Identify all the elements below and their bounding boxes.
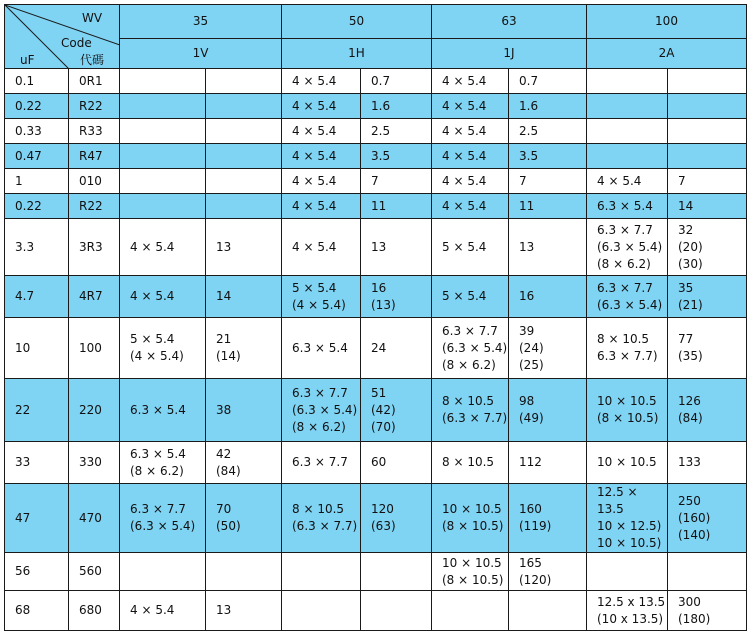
cell-line: (6.3 × 5.4) bbox=[597, 239, 663, 254]
case-size-cell bbox=[432, 318, 509, 379]
cell-line: (24) bbox=[519, 340, 544, 355]
cell-line: 6.3 × 7.7 bbox=[292, 385, 348, 400]
voltage-header: 35 bbox=[120, 5, 282, 39]
cell-line: (6.3 × 5.4) bbox=[130, 519, 196, 533]
cell-line: (4 × 5.4) bbox=[130, 349, 184, 363]
cell-line: 112 bbox=[519, 455, 542, 469]
capacitance-cell: 3.3 bbox=[5, 219, 69, 276]
cell-line: 4 × 5.4 bbox=[292, 239, 337, 254]
wv-label: WV bbox=[82, 11, 103, 25]
cell-line: (14) bbox=[216, 349, 241, 363]
case-size-cell bbox=[120, 169, 206, 194]
code-cell: R22 bbox=[69, 94, 120, 119]
cell-line: (84) bbox=[216, 463, 241, 478]
cell-line: 4 × 5.4 bbox=[292, 198, 337, 213]
code-cell: 560 bbox=[69, 553, 120, 591]
ripple-current-cell bbox=[668, 119, 747, 144]
cell-line: 4 × 5.4 bbox=[292, 73, 337, 88]
cell-line: (6.3 × 5.4) bbox=[442, 340, 508, 355]
case-size-cell bbox=[432, 194, 509, 219]
cell-line: 11 bbox=[519, 198, 535, 213]
table-row bbox=[5, 194, 747, 219]
code-cell: 4R7 bbox=[69, 276, 120, 318]
cell-line: 98 bbox=[519, 394, 535, 408]
cell-line: 10 × 10.5 bbox=[597, 455, 657, 469]
code-cell: R47 bbox=[69, 144, 120, 169]
case-size-cell bbox=[432, 484, 509, 553]
cell-line: 1.6 bbox=[371, 98, 391, 113]
cell-line: 4 × 5.4 bbox=[130, 289, 175, 303]
case-size-cell bbox=[432, 144, 509, 169]
capacitance-cell: 0.47 bbox=[5, 144, 69, 169]
ripple-current-cell bbox=[509, 484, 587, 553]
ripple-current-cell bbox=[206, 194, 282, 219]
code-cell: R33 bbox=[69, 119, 120, 144]
table-row bbox=[5, 219, 747, 276]
code-cell: 470 bbox=[69, 484, 120, 553]
cell-line: 7 bbox=[519, 173, 527, 188]
cell-line: 42 bbox=[216, 446, 232, 461]
cell-line: 4 × 5.4 bbox=[292, 98, 337, 113]
cell-line: (119) bbox=[519, 519, 552, 533]
cell-line: 4 × 5.4 bbox=[292, 148, 337, 163]
ripple-current-cell bbox=[361, 219, 432, 276]
code-cn-label: 代碼 bbox=[80, 53, 105, 67]
ripple-current-cell bbox=[361, 318, 432, 379]
cell-line: (25) bbox=[519, 357, 544, 372]
ripple-current-cell bbox=[668, 144, 747, 169]
code-cell: 100 bbox=[69, 318, 120, 379]
ripple-current-cell bbox=[668, 591, 747, 631]
cell-line: 77 bbox=[678, 332, 694, 346]
cell-line: 4 × 5.4 bbox=[442, 173, 487, 188]
cell-line: 250 bbox=[678, 493, 701, 508]
case-size-cell bbox=[282, 119, 361, 144]
ripple-current-cell bbox=[509, 379, 587, 442]
case-size-cell bbox=[587, 276, 668, 318]
cell-line: (20) bbox=[678, 239, 703, 254]
cell-line: 160 bbox=[519, 502, 542, 516]
cell-line: 60 bbox=[371, 455, 387, 469]
table-row bbox=[5, 591, 747, 631]
cell-line: (8 × 6.2) bbox=[442, 357, 496, 372]
table-row bbox=[5, 276, 747, 318]
voltage-header: 100 bbox=[587, 5, 747, 39]
voltage-header: 50 bbox=[282, 5, 432, 39]
capacitance-cell: 4.7 bbox=[5, 276, 69, 318]
cell-line: 2.5 bbox=[519, 123, 539, 138]
ripple-current-cell bbox=[206, 553, 282, 591]
cell-line: 24 bbox=[371, 340, 387, 355]
case-size-cell bbox=[432, 553, 509, 591]
capacitance-cell: 68 bbox=[5, 591, 69, 631]
case-size-cell bbox=[587, 119, 668, 144]
table-row bbox=[5, 318, 747, 379]
case-size-cell bbox=[120, 119, 206, 144]
case-size-cell bbox=[120, 553, 206, 591]
ripple-current-cell bbox=[668, 553, 747, 591]
code-cell: 3R3 bbox=[69, 219, 120, 276]
ripple-current-cell bbox=[206, 94, 282, 119]
ripple-current-cell bbox=[206, 144, 282, 169]
cell-line: 4 × 5.4 bbox=[442, 148, 487, 163]
cell-line: 10 × 10.5 bbox=[442, 502, 502, 516]
cell-line: 39 bbox=[519, 323, 535, 338]
ripple-current-cell bbox=[361, 144, 432, 169]
cell-line: 6.3 × 7.7) bbox=[597, 349, 658, 363]
voltage-code-header: 1H bbox=[282, 39, 432, 69]
uf-label: uF bbox=[20, 53, 35, 67]
table-row bbox=[5, 442, 747, 484]
case-size-cell bbox=[282, 144, 361, 169]
cell-line: 0.7 bbox=[519, 73, 539, 88]
cell-line: (35) bbox=[678, 349, 703, 363]
cell-line: (6.3 × 7.7) bbox=[442, 411, 508, 425]
header-corner bbox=[5, 5, 120, 69]
cell-line: 8 × 10.5 bbox=[597, 332, 650, 346]
case-size-cell bbox=[587, 194, 668, 219]
case-size-cell bbox=[120, 591, 206, 631]
case-size-cell bbox=[282, 219, 361, 276]
cell-line: 14 bbox=[216, 289, 232, 303]
cell-line: 12.5 x 13.5 bbox=[597, 594, 666, 609]
code-cell: 330 bbox=[69, 442, 120, 484]
cell-line: 16 bbox=[519, 289, 535, 303]
cell-line: (84) bbox=[678, 411, 703, 425]
ripple-current-cell bbox=[509, 69, 587, 94]
capacitance-cell: 0.22 bbox=[5, 94, 69, 119]
cell-line: 4 × 5.4 bbox=[442, 73, 487, 88]
cell-line: (120) bbox=[519, 572, 552, 587]
cell-line: 4 × 5.4 bbox=[130, 603, 175, 617]
case-size-cell bbox=[282, 94, 361, 119]
case-size-cell bbox=[587, 69, 668, 94]
cell-line: 4 × 5.4 bbox=[292, 123, 337, 138]
cell-line: 3.5 bbox=[519, 148, 539, 163]
cell-line: 6.3 × 7.7 bbox=[597, 222, 653, 237]
cell-line: (8 × 6.2) bbox=[292, 419, 346, 434]
cell-line: 6.3 × 7.7 bbox=[130, 502, 186, 516]
case-size-cell bbox=[120, 69, 206, 94]
cell-line: (10 x 13.5) bbox=[597, 611, 664, 626]
ripple-current-cell bbox=[509, 169, 587, 194]
cell-line: 126 bbox=[678, 394, 701, 408]
case-size-cell bbox=[432, 442, 509, 484]
cell-line: (42) bbox=[371, 402, 396, 417]
cell-line: (49) bbox=[519, 411, 544, 425]
ripple-current-cell bbox=[206, 484, 282, 553]
cell-line: 16 bbox=[371, 280, 387, 295]
cell-line: 35 bbox=[678, 280, 694, 295]
cell-line: (8 × 10.5) bbox=[442, 519, 504, 533]
cell-line: 11 bbox=[371, 198, 387, 213]
cell-line: 6.3 × 5.4 bbox=[130, 446, 186, 461]
table-body bbox=[5, 69, 747, 631]
case-size-cell bbox=[587, 591, 668, 631]
case-size-cell bbox=[282, 553, 361, 591]
ripple-current-cell bbox=[206, 169, 282, 194]
ripple-current-cell bbox=[668, 318, 747, 379]
cell-line: (13) bbox=[371, 297, 396, 312]
case-size-cell bbox=[587, 144, 668, 169]
ripple-current-cell bbox=[361, 276, 432, 318]
case-size-cell bbox=[120, 484, 206, 553]
cell-line: 5 × 5.4 bbox=[130, 332, 175, 346]
ripple-current-cell bbox=[509, 276, 587, 318]
case-size-cell bbox=[120, 379, 206, 442]
cell-line: 120 bbox=[371, 502, 394, 516]
code-cell: R22 bbox=[69, 194, 120, 219]
table-row bbox=[5, 169, 747, 194]
case-size-cell bbox=[587, 484, 668, 553]
ripple-current-cell bbox=[668, 379, 747, 442]
cell-line: 4 × 5.4 bbox=[442, 123, 487, 138]
cell-line: 6.3 × 7.7 bbox=[442, 323, 498, 338]
ripple-current-cell bbox=[668, 442, 747, 484]
cell-line: 133 bbox=[678, 455, 701, 469]
case-size-cell bbox=[587, 442, 668, 484]
case-size-cell bbox=[282, 318, 361, 379]
table-row bbox=[5, 119, 747, 144]
cell-line: 14 bbox=[678, 198, 694, 213]
cell-line: (8 × 10.5) bbox=[442, 572, 504, 587]
cell-line: 13 bbox=[216, 603, 232, 617]
case-size-cell bbox=[120, 276, 206, 318]
table-row bbox=[5, 553, 747, 591]
cell-line: 6.3 × 5.4 bbox=[292, 340, 348, 355]
ripple-current-cell bbox=[361, 94, 432, 119]
ripple-current-cell bbox=[668, 169, 747, 194]
ripple-current-cell bbox=[361, 169, 432, 194]
capacitance-cell: 56 bbox=[5, 553, 69, 591]
capacitor-spec-table bbox=[4, 4, 747, 631]
case-size-cell bbox=[587, 318, 668, 379]
cell-line: 70 bbox=[216, 502, 232, 516]
cell-line: 7 bbox=[371, 173, 379, 188]
case-size-cell bbox=[282, 194, 361, 219]
case-size-cell bbox=[120, 94, 206, 119]
cell-line: 4 × 5.4 bbox=[130, 239, 175, 254]
voltage-code-header: 2A bbox=[587, 39, 747, 69]
capacitance-cell: 33 bbox=[5, 442, 69, 484]
cell-line: 5 × 5.4 bbox=[442, 289, 487, 303]
code-cell: 010 bbox=[69, 169, 120, 194]
case-size-cell bbox=[432, 276, 509, 318]
cell-line: 10 × 10.5 bbox=[442, 555, 502, 570]
cell-line: 4 × 5.4 bbox=[442, 198, 487, 213]
cell-line: 8 × 10.5 bbox=[292, 502, 345, 516]
cell-line: 10 × 12.5) bbox=[597, 519, 662, 533]
case-size-cell bbox=[282, 69, 361, 94]
ripple-current-cell bbox=[361, 69, 432, 94]
ripple-current-cell bbox=[509, 318, 587, 379]
case-size-cell bbox=[432, 379, 509, 442]
cell-line: (30) bbox=[678, 256, 703, 271]
case-size-cell bbox=[120, 144, 206, 169]
ripple-current-cell bbox=[206, 69, 282, 94]
cell-line: 51 bbox=[371, 385, 387, 400]
ripple-current-cell bbox=[668, 276, 747, 318]
cell-line: (8 × 10.5) bbox=[597, 411, 659, 425]
cell-line: (140) bbox=[678, 527, 711, 542]
cell-line: 6.3 × 5.4 bbox=[597, 198, 653, 213]
cell-line: 32 bbox=[678, 222, 694, 237]
code-cell: 220 bbox=[69, 379, 120, 442]
cell-line: (21) bbox=[678, 297, 703, 312]
ripple-current-cell bbox=[509, 94, 587, 119]
ripple-current-cell bbox=[206, 276, 282, 318]
cell-line: 4 × 5.4 bbox=[292, 173, 337, 188]
cell-line: 300 bbox=[678, 594, 701, 609]
ripple-current-cell bbox=[206, 591, 282, 631]
voltage-code-header: 1V bbox=[120, 39, 282, 69]
ripple-current-cell bbox=[361, 119, 432, 144]
cell-line: 165 bbox=[519, 555, 542, 570]
cell-line: 21 bbox=[216, 332, 232, 346]
ripple-current-cell bbox=[509, 591, 587, 631]
cell-line: 6.3 × 7.7 bbox=[597, 280, 653, 295]
case-size-cell bbox=[587, 553, 668, 591]
cell-line: 5 × 5.4 bbox=[442, 239, 487, 254]
cell-line: (63) bbox=[371, 519, 396, 533]
case-size-cell bbox=[120, 318, 206, 379]
code-cell: 0R1 bbox=[69, 69, 120, 94]
cell-line: 1.6 bbox=[519, 98, 539, 113]
cell-line: 4 × 5.4 bbox=[442, 98, 487, 113]
ripple-current-cell bbox=[361, 484, 432, 553]
case-size-cell bbox=[282, 169, 361, 194]
cell-line: (70) bbox=[371, 419, 396, 434]
case-size-cell bbox=[282, 276, 361, 318]
ripple-current-cell bbox=[509, 553, 587, 591]
table-row bbox=[5, 144, 747, 169]
case-size-cell bbox=[282, 442, 361, 484]
case-size-cell bbox=[432, 219, 509, 276]
capacitance-cell: 10 bbox=[5, 318, 69, 379]
capacitance-cell: 1 bbox=[5, 169, 69, 194]
case-size-cell bbox=[282, 591, 361, 631]
cell-line: (8 × 6.2) bbox=[597, 256, 651, 271]
cell-line: 10 × 10.5) bbox=[597, 536, 662, 550]
ripple-current-cell bbox=[206, 219, 282, 276]
code-label: Code bbox=[61, 36, 92, 50]
cell-line: (4 × 5.4) bbox=[292, 297, 346, 312]
case-size-cell bbox=[120, 194, 206, 219]
cell-line: (6.3 × 5.4) bbox=[292, 402, 358, 417]
capacitance-cell: 0.33 bbox=[5, 119, 69, 144]
ripple-current-cell bbox=[668, 94, 747, 119]
cell-line: 7 bbox=[678, 173, 686, 188]
cell-line: 13 bbox=[519, 239, 535, 254]
cell-line: 13 bbox=[371, 239, 387, 254]
ripple-current-cell bbox=[206, 442, 282, 484]
cell-line: 8 × 10.5 bbox=[442, 394, 495, 408]
cell-line: 10 × 10.5 bbox=[597, 394, 657, 408]
ripple-current-cell bbox=[509, 144, 587, 169]
cell-line: 6.3 × 5.4 bbox=[130, 402, 186, 417]
ripple-current-cell bbox=[668, 69, 747, 94]
ripple-current-cell bbox=[509, 194, 587, 219]
ripple-current-cell bbox=[206, 318, 282, 379]
ripple-current-cell bbox=[361, 194, 432, 219]
case-size-cell bbox=[120, 219, 206, 276]
ripple-current-cell bbox=[206, 379, 282, 442]
ripple-current-cell bbox=[361, 442, 432, 484]
cell-line: 13 bbox=[216, 239, 232, 254]
cell-line: 6.3 × 7.7 bbox=[292, 455, 348, 469]
table-row bbox=[5, 484, 747, 553]
table-row bbox=[5, 94, 747, 119]
case-size-cell bbox=[432, 591, 509, 631]
case-size-cell bbox=[432, 119, 509, 144]
table-row bbox=[5, 379, 747, 442]
ripple-current-cell bbox=[509, 119, 587, 144]
cell-line: 38 bbox=[216, 402, 232, 417]
case-size-cell bbox=[282, 379, 361, 442]
case-size-cell bbox=[587, 379, 668, 442]
cell-line: (8 × 6.2) bbox=[130, 463, 184, 478]
case-size-cell bbox=[432, 94, 509, 119]
cell-line: (160) bbox=[678, 510, 711, 525]
cell-line: 8 × 10.5 bbox=[442, 455, 495, 469]
capacitance-cell: 47 bbox=[5, 484, 69, 553]
cell-line: 12.5 × 13.5 bbox=[597, 485, 638, 516]
cell-line: (50) bbox=[216, 519, 241, 533]
ripple-current-cell bbox=[668, 219, 747, 276]
voltage-code-header: 1J bbox=[432, 39, 587, 69]
capacitance-cell: 0.22 bbox=[5, 194, 69, 219]
case-size-cell bbox=[282, 484, 361, 553]
cell-line: (180) bbox=[678, 611, 711, 626]
ripple-current-cell bbox=[361, 379, 432, 442]
case-size-cell bbox=[432, 69, 509, 94]
ripple-current-cell bbox=[509, 442, 587, 484]
case-size-cell bbox=[587, 169, 668, 194]
ripple-current-cell bbox=[668, 194, 747, 219]
ripple-current-cell bbox=[361, 591, 432, 631]
capacitance-cell: 22 bbox=[5, 379, 69, 442]
ripple-current-cell bbox=[361, 553, 432, 591]
cell-line: 4 × 5.4 bbox=[597, 173, 642, 188]
cell-line: (6.3 × 5.4) bbox=[597, 297, 663, 312]
voltage-header: 63 bbox=[432, 5, 587, 39]
cell-line: 3.5 bbox=[371, 148, 391, 163]
code-cell: 680 bbox=[69, 591, 120, 631]
case-size-cell bbox=[432, 169, 509, 194]
cell-line: 0.7 bbox=[371, 73, 391, 88]
table-row bbox=[5, 69, 747, 94]
cell-line: 5 × 5.4 bbox=[292, 280, 337, 295]
ripple-current-cell bbox=[509, 219, 587, 276]
capacitance-cell: 0.1 bbox=[5, 69, 69, 94]
cell-line: 2.5 bbox=[371, 123, 391, 138]
ripple-current-cell bbox=[206, 119, 282, 144]
cell-line: (6.3 × 7.7) bbox=[292, 519, 358, 533]
case-size-cell bbox=[120, 442, 206, 484]
case-size-cell bbox=[587, 94, 668, 119]
ripple-current-cell bbox=[668, 484, 747, 553]
case-size-cell bbox=[587, 219, 668, 276]
